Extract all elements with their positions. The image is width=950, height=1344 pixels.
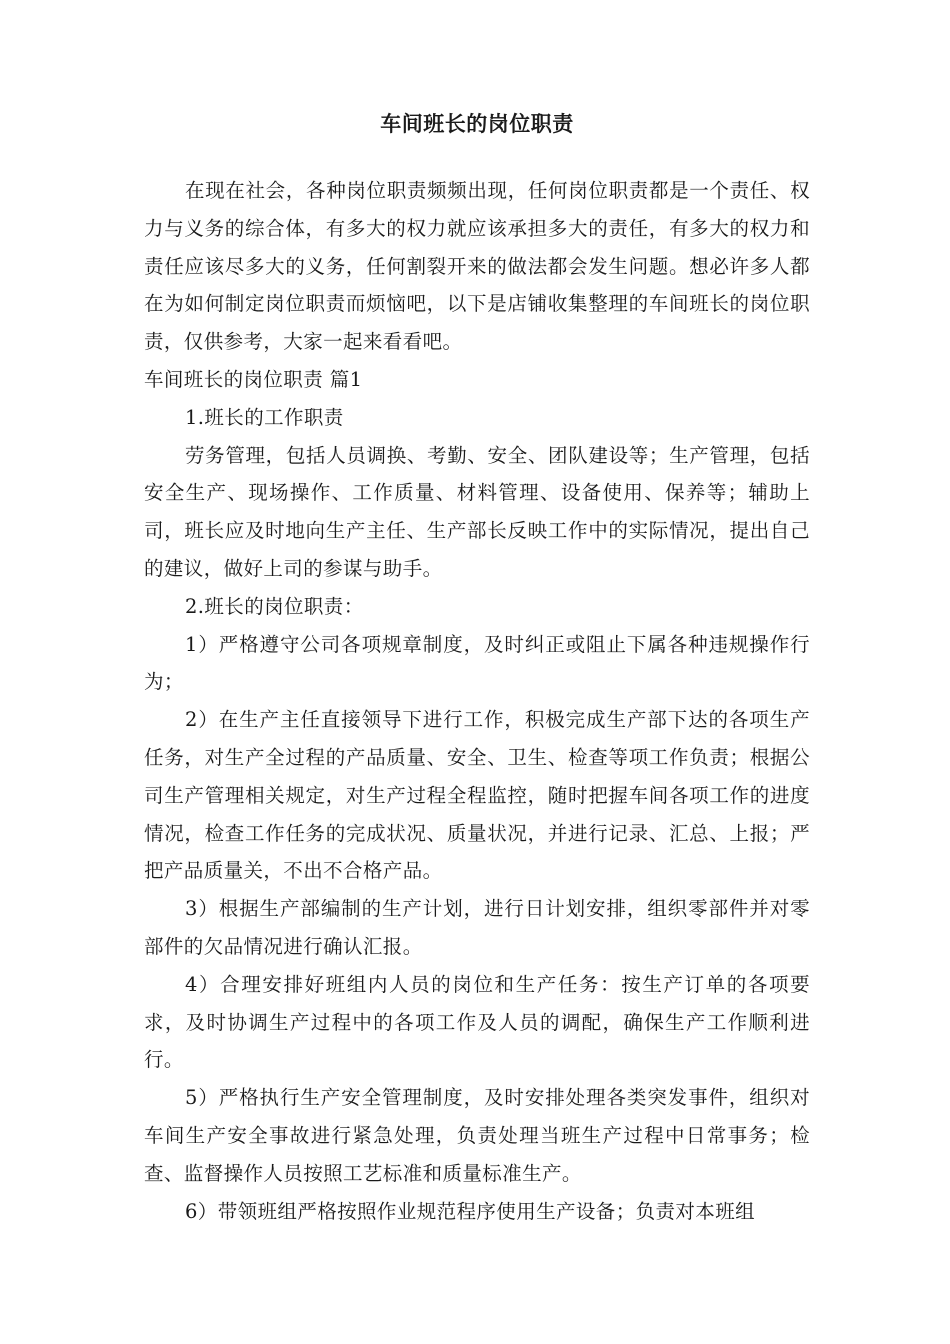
section-heading: 车间班长的岗位职责 篇1	[144, 367, 363, 391]
document-title: 车间班长的岗位职责	[380, 111, 574, 136]
duty-item-1: 1）严格遵守公司各项规章制度，及时纠正或阻止下属各种违规操作行为；	[144, 632, 810, 694]
document-page	[144, 104, 810, 1230]
subheading-work-duties: 1.班长的工作职责	[185, 405, 344, 429]
duty-item-3: 3）根据生产部编制的生产计划，进行日计划安排，组织零部件并对零部件的欠品情况进行确认汇报。	[144, 897, 810, 958]
work-duties-paragraph: 劳务管理，包括人员调换、考勤、安全、团队建设等；生产管理，包括安全生产、现场操作、工作质量、材料管理、设备使用、保养等；辅助上司，班长应及时地向生产主任、生产部长反映工作中的实际情况，提出自己的建议，做好上司的参谋与助手。	[144, 443, 810, 580]
intro-paragraph: 在现在社会，各种岗位职责频频出现，任何岗位职责都是一个责任、权力与义务的综合体，有多大的权力就应该承担多大的责任，有多大的权力和责任应该尽多大的义务，任何割裂开来的做法都会发生问题。想必许多人都在为如何制定岗位职责而烦恼吧，以下是店铺收集整理的车间班长的岗位职责，仅供参考，大家一起来看看吧。	[144, 179, 810, 354]
duty-item-2: 2）在生产主任直接领导下进行工作，积极完成生产部下达的各项生产任务，对生产全过程的产品质量、安全、卫生、检查等项工作负责；根据公司生产管理相关规定，对生产过程全程监控，随时把握车间各项工作的进度情况，检查工作任务的完成状况、质量状况，并进行记录、汇总、上报；严把产品质量关，不出不合格产品。	[144, 708, 810, 883]
duty-item-4: 4）合理安排好班组内人员的岗位和生产任务：按生产订单的各项要求，及时协调生产过程中的各项工作及人员的调配，确保生产工作顺利进行。	[144, 972, 810, 1072]
duty-item-6: 6）带领班组严格按照作业规范程序使用生产设备；负责对本班组	[185, 1199, 756, 1223]
subheading-post-duties: 2.班长的岗位职责：	[185, 594, 364, 618]
duty-item-5: 5）严格执行生产安全管理制度，及时安排处理各类突发事件，组织对车间生产安全事故进行紧急处理，负责处理当班生产过程中日常事务；检查、监督操作人员按照工艺标准和质量标准生产。	[144, 1086, 810, 1185]
